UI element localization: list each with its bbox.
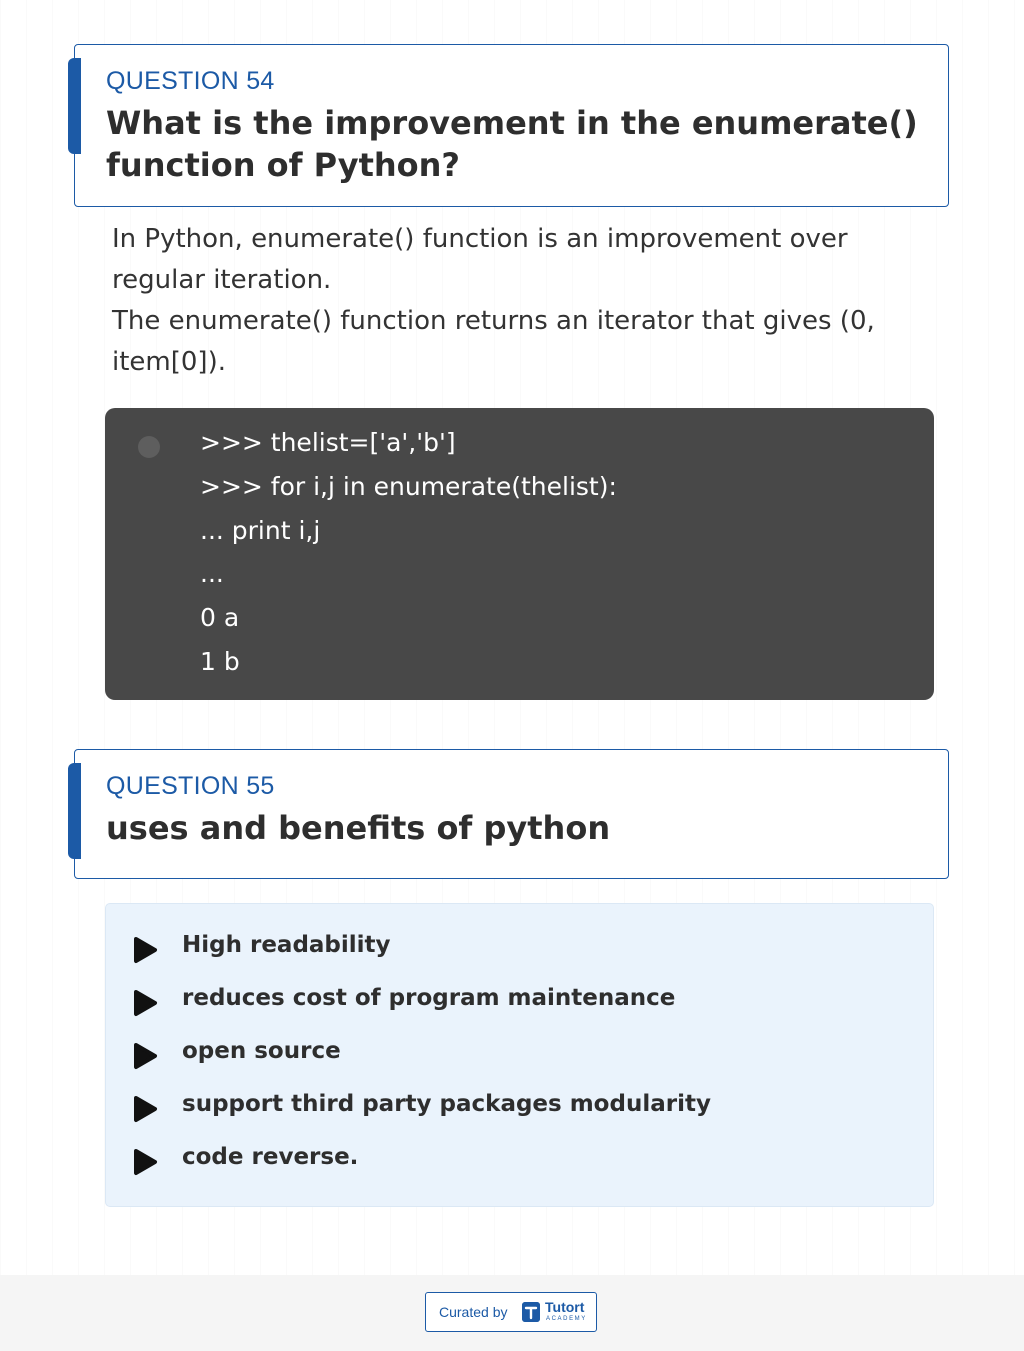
code-lines xyxy=(200,421,900,684)
question-number: QUESTION 54 xyxy=(106,67,275,95)
code-line: >>> thelist=['a','b'] xyxy=(200,428,456,457)
list-item xyxy=(132,1030,912,1083)
answer-paragraph: The enumerate() function returns an iterator that gives (0, item[0]). xyxy=(112,306,875,377)
question-title: uses and benefits of python xyxy=(106,809,611,847)
answer-paragraph: In Python, enumerate() function is an improvement over regular iteration. xyxy=(112,224,848,295)
question-accent-bar xyxy=(68,763,81,859)
play-triangle-icon xyxy=(132,1042,158,1070)
list-item xyxy=(132,1083,912,1136)
code-line: ... xyxy=(200,559,224,589)
play-triangle-icon xyxy=(132,989,158,1017)
brand-name: Tutort xyxy=(545,1299,585,1315)
code-line: 0 a xyxy=(200,603,240,633)
tutort-logo-icon xyxy=(522,1302,540,1322)
code-bullet-dot xyxy=(138,436,160,458)
benefits-list xyxy=(132,924,912,1189)
benefit-label: support third party packages modularity xyxy=(182,1091,711,1117)
list-item xyxy=(132,924,912,977)
question-accent-bar xyxy=(68,58,81,154)
question-number: QUESTION 55 xyxy=(106,772,275,800)
benefit-label: open source xyxy=(182,1038,341,1064)
benefit-label: code reverse. xyxy=(182,1144,359,1170)
brand-subtitle: ACADEMY xyxy=(546,1316,587,1322)
answer-text xyxy=(112,219,942,383)
question-title: What is the improvement in the enumerate() function of Python? xyxy=(106,104,918,184)
question-card-55 xyxy=(74,749,949,879)
question-card-54 xyxy=(74,44,949,207)
play-triangle-icon xyxy=(132,1148,158,1176)
curated-by-badge[interactable] xyxy=(425,1292,597,1332)
play-triangle-icon xyxy=(132,936,158,964)
code-line: 1 b xyxy=(200,646,240,676)
code-line: >>> for i,j in enumerate(thelist): xyxy=(200,471,617,501)
curated-by-label: Curated by xyxy=(439,1304,508,1320)
play-triangle-icon xyxy=(132,1095,158,1123)
list-item xyxy=(132,977,912,1030)
code-line: ... print i,j xyxy=(200,515,321,545)
list-item xyxy=(132,1136,912,1189)
benefit-label: High readability xyxy=(182,932,391,958)
benefit-label: reduces cost of program maintenance xyxy=(182,985,676,1011)
